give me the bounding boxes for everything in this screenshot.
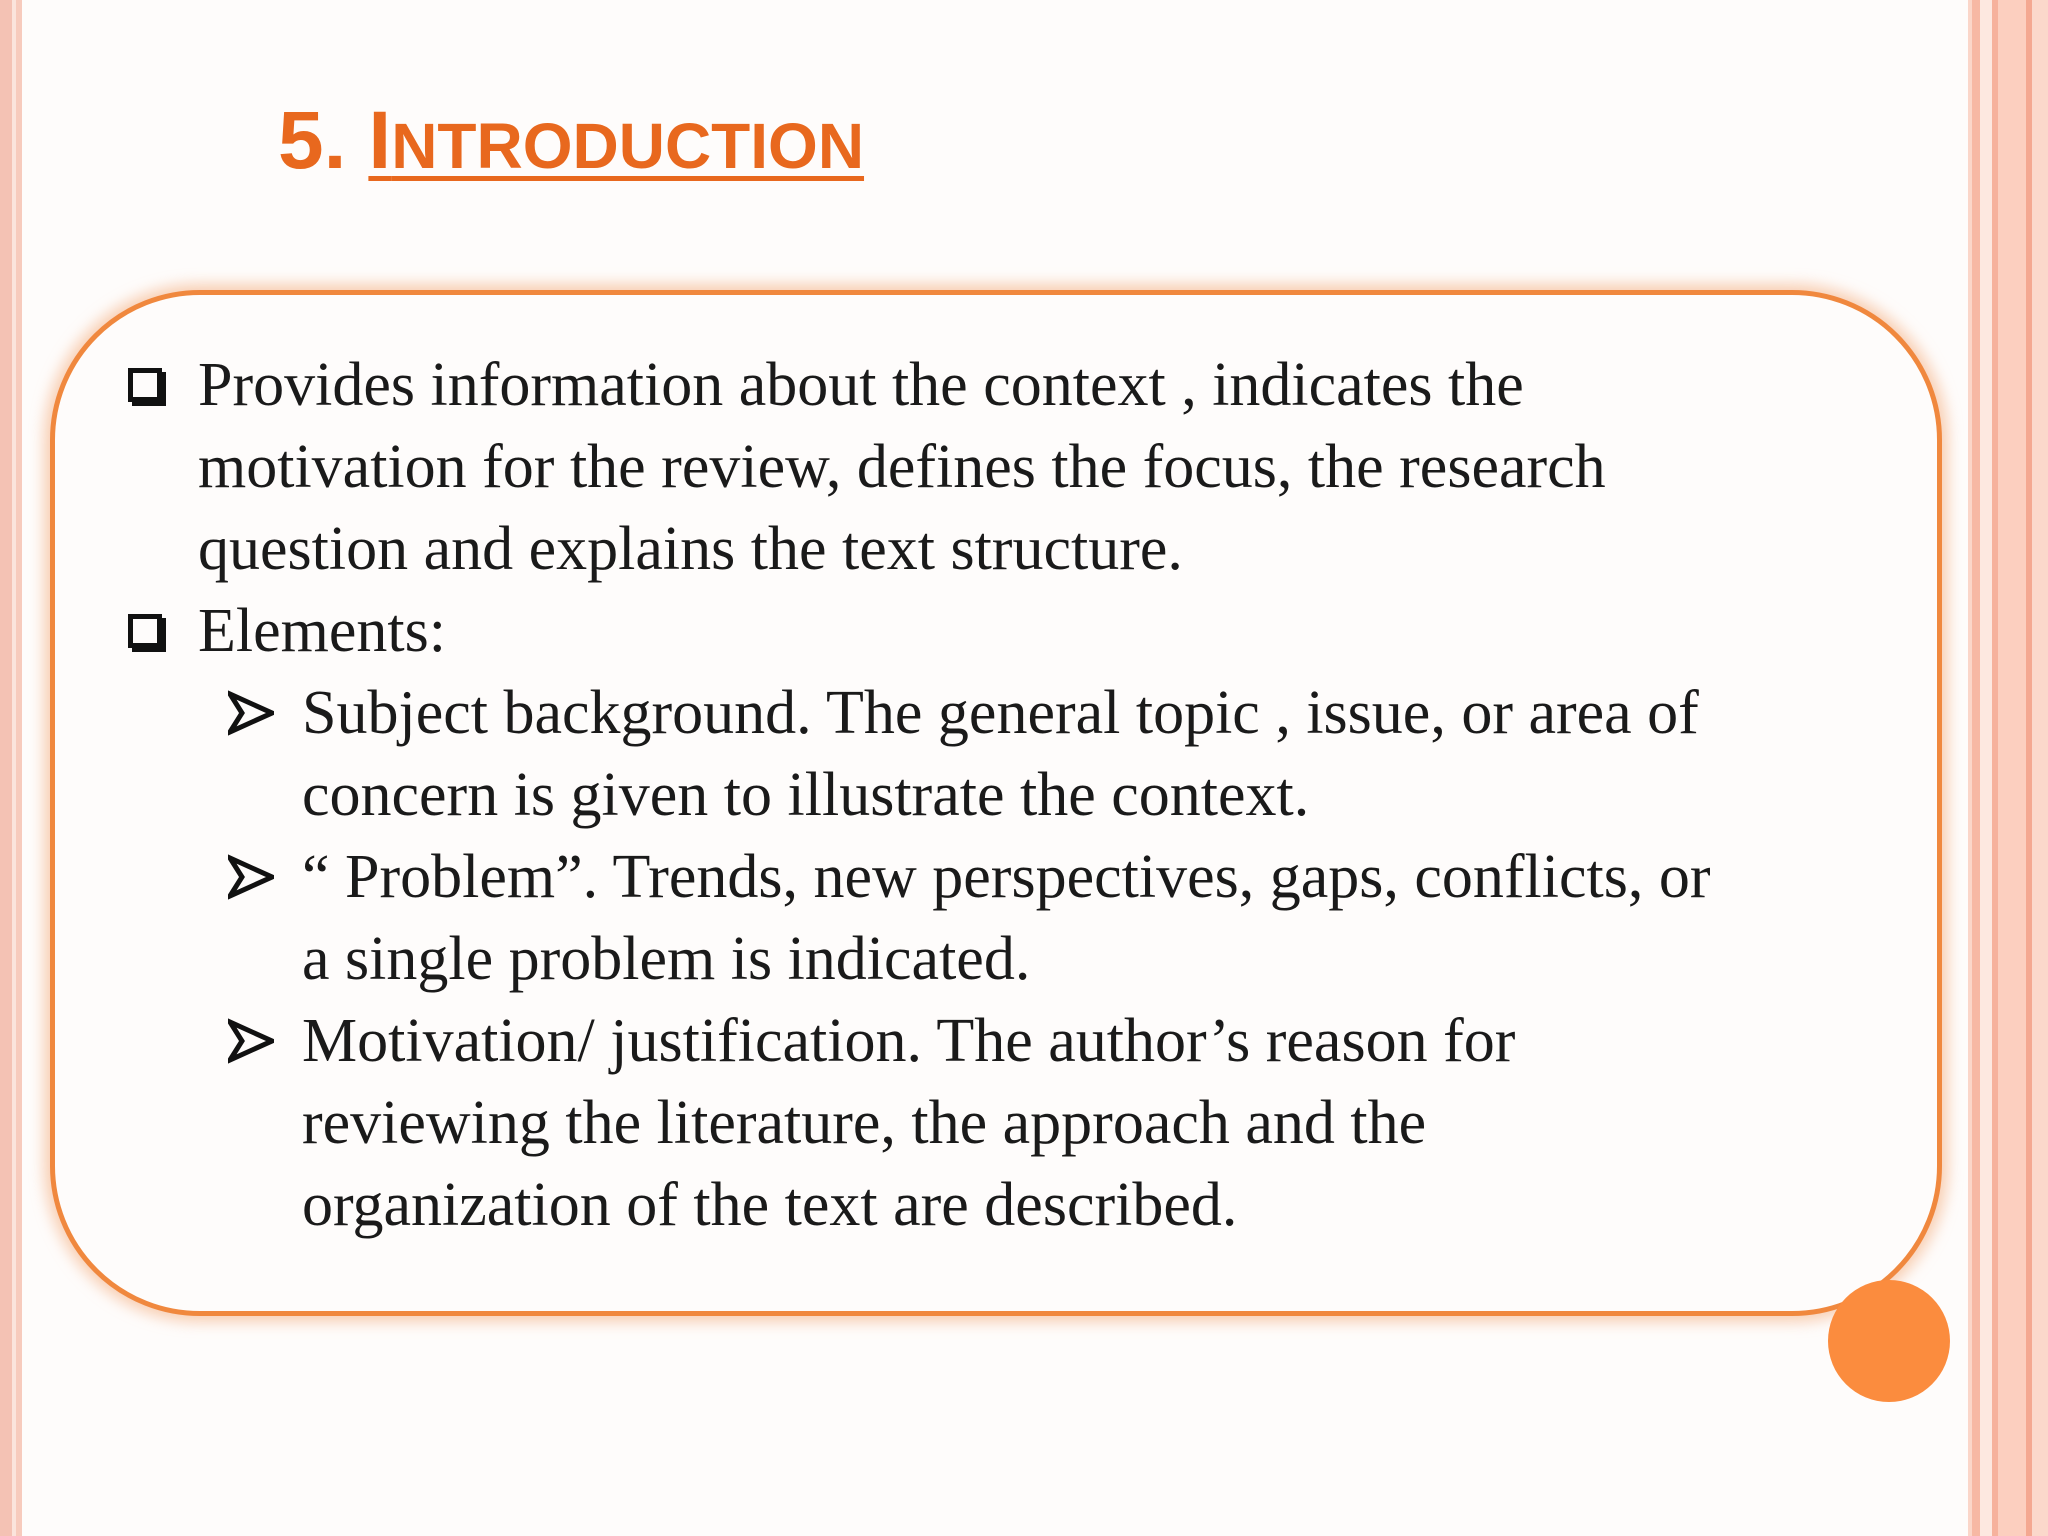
right-decorative-border: [1968, 0, 2048, 1536]
arrowhead-icon: [228, 1018, 274, 1064]
bullet-1-line-2: motivation for the review, defines the focus, the research: [198, 433, 1606, 501]
arrowhead-icon: [228, 854, 274, 900]
sub-bullet-3-line-3: organization of the text are described.: [302, 1171, 1238, 1239]
sub-bullet-3-line-2: reviewing the literature, the approach and the: [302, 1089, 1427, 1157]
sub-bullet-1-line-2: concern is given to illustrate the context.: [302, 761, 1310, 829]
arrowhead-icon: [228, 690, 274, 736]
checkbox-square-icon: [128, 368, 162, 402]
checkbox-square-icon: [128, 614, 162, 648]
sub-bullet-2-line-1: “ Problem”. Trends, new perspectives, gaps, conflicts, or: [302, 843, 1711, 911]
sub-bullet-1-line-1: Subject background. The general topic , issue, or area of: [302, 679, 1699, 747]
bullet-2-line-1: Elements:: [198, 597, 446, 665]
title-number: 5.: [278, 95, 347, 186]
title-first-letter: I: [368, 95, 392, 186]
left-decorative-border: [0, 0, 26, 1536]
sub-bullet-2-line-2: a single problem is indicated.: [302, 925, 1031, 993]
title-rest: NTRODUCTION: [391, 110, 865, 182]
decorative-circle: [1828, 1280, 1950, 1402]
bullet-1-line-1: Provides information about the context , indicates the: [198, 351, 1524, 419]
title-word: [368, 95, 864, 186]
sub-bullet-3-line-1: Motivation/ justification. The author’s reason for: [302, 1007, 1516, 1075]
bullet-1-line-3: question and explains the text structure.: [198, 515, 1183, 583]
slide-title: [278, 95, 865, 186]
